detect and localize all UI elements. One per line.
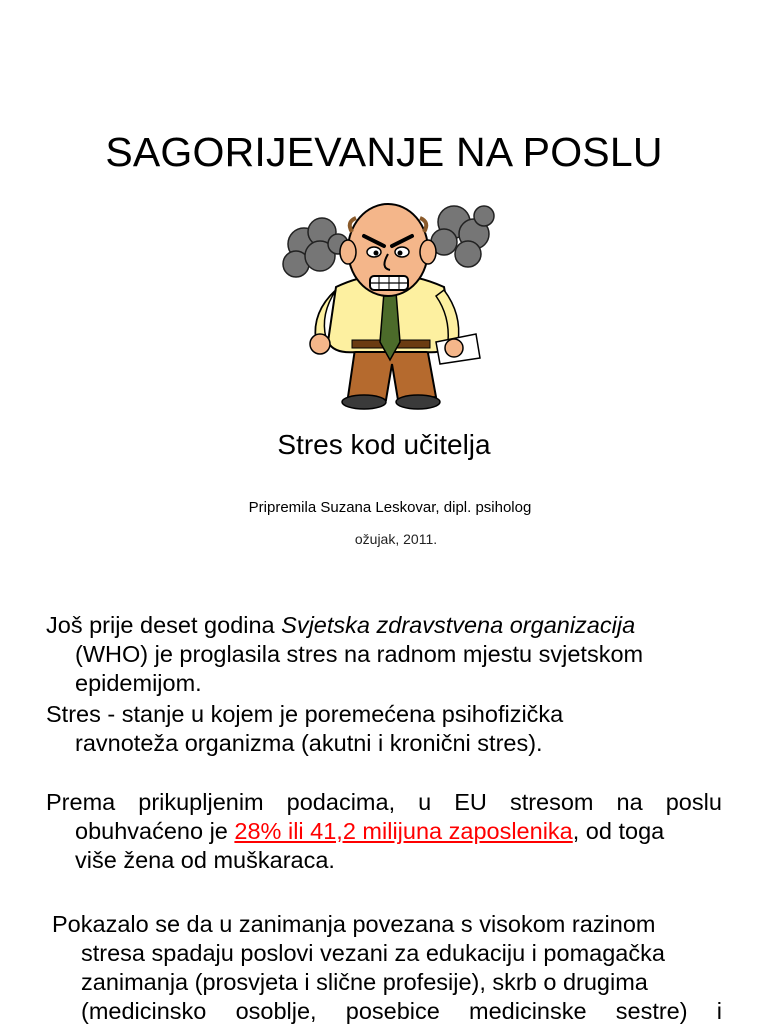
word: osoblje,	[235, 998, 317, 1024]
paragraph-line	[52, 997, 722, 1026]
paragraph-line	[46, 788, 722, 817]
paragraph-line: ravnoteža organizma (akutni i kronični stres).	[75, 730, 543, 756]
word: stresom	[509, 789, 594, 815]
organization-name: Svjetska zdravstvena organizacija	[281, 612, 636, 638]
word: posebice	[345, 998, 440, 1024]
word: poslu	[665, 789, 722, 815]
presentation-date: ožujak, 2011.	[354, 531, 438, 547]
steam-cloud-right-icon	[431, 206, 494, 267]
paragraph-line: (WHO) je proglasila stres na radnom mjestu svjetskom	[75, 641, 644, 667]
word: medicinske	[469, 998, 587, 1024]
word: podacima,	[286, 789, 396, 815]
paragraph-high-stress-occupations	[52, 910, 722, 1026]
paragraph-line: Pokazalo se da u zanimanja povezana s visokom razinom	[52, 911, 656, 937]
paragraph-text: obuhvaćeno je	[75, 818, 235, 844]
statistic-highlight: 28% ili 41,2 milijuna zaposlenika	[234, 818, 573, 844]
paragraph-line: epidemijom.	[75, 670, 202, 696]
paragraph-line: zanimanja (prosvjeta i slične profesije), skrb o drugima	[81, 969, 648, 995]
paragraph-line: više žena od muškaraca.	[75, 847, 335, 873]
paragraph-line: Stres - stanje u kojem je poremećena psihofizička	[46, 701, 564, 727]
slide-title: SAGORIJEVANJE NA POSLU	[105, 129, 663, 175]
steam-cloud-left-icon	[283, 218, 348, 277]
paragraph-text: , od toga	[572, 818, 665, 844]
word: sestre)	[615, 998, 688, 1024]
paragraph-line	[46, 817, 722, 846]
word: EU	[454, 789, 487, 815]
paragraph-stress-definition	[46, 700, 726, 758]
presentation-subtitle: Stres kod učitelja	[277, 429, 491, 460]
word: na	[616, 789, 643, 815]
paragraph-text: Još prije deset godina	[46, 612, 282, 638]
paragraph-eu-statistics	[46, 788, 722, 875]
word: prikupljenim	[138, 789, 264, 815]
author-line: Pripremila Suzana Leskovar, dipl. psiholog	[248, 499, 532, 516]
word: (medicinsko	[81, 998, 207, 1024]
word: i	[716, 998, 722, 1024]
word: Prema	[46, 789, 116, 815]
paragraph-line: stresa spadaju poslovi vezani za edukaciju i pomagačka	[81, 940, 665, 966]
angry-cartoon-man-icon	[276, 192, 500, 414]
word: u	[418, 789, 432, 815]
paragraph-who-epidemic	[46, 611, 726, 698]
paragraph-line	[46, 611, 726, 640]
